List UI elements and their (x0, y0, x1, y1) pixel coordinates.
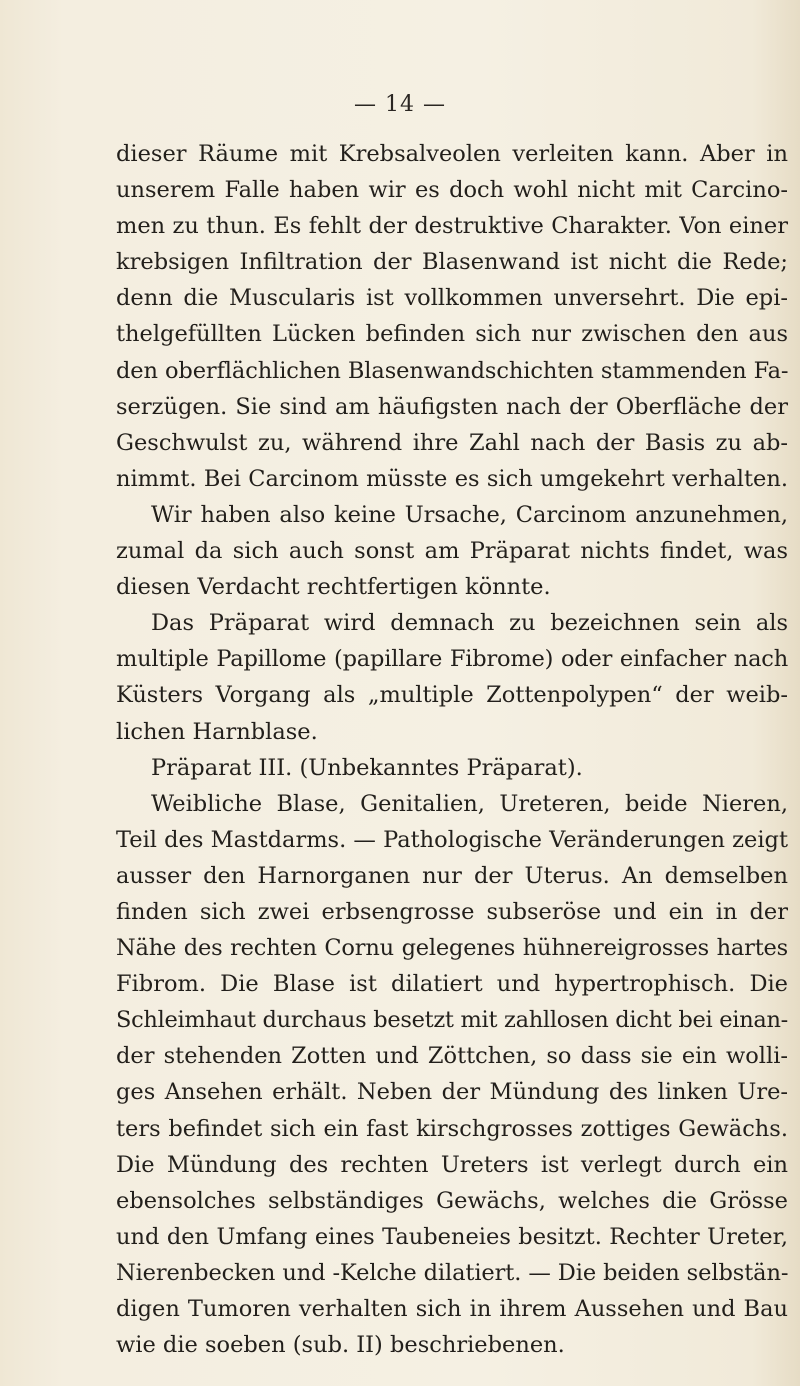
section-heading: Präparat III. (Unbekanntes Präparat). (151, 754, 583, 781)
text-line: Nähe des rechten Cornu gelegenes hühnereigrosses hartes (116, 935, 788, 962)
text-line: lichen Harnblase. (116, 718, 318, 745)
text-line: der stehenden Zotten und Zöttchen, so dass sie ein wolli- (116, 1043, 788, 1070)
text-line: krebsigen Infiltration der Blasenwand ist nicht die Rede; (116, 249, 788, 276)
text-line: wie die soeben (sub. II) beschriebenen. (116, 1332, 565, 1359)
text-line: und den Umfang eines Taubeneies besitzt. Rechter Ureter, (116, 1223, 788, 1250)
text-line: Nierenbecken und -Kelche dilatiert. — Die beiden selbstän- (116, 1259, 789, 1286)
text-line: dieser Räume mit Krebsalveolen verleiten kann. Aber in (116, 141, 788, 167)
text-line: digen Tumoren verhalten sich in ihrem Aussehen und Bau (116, 1296, 788, 1322)
text-line: ausser den Harnorganen nur der Uterus. An demselben (116, 862, 788, 889)
text-line: denn die Muscularis ist vollkommen unversehrt. Die epi- (116, 285, 788, 312)
text-line: Schleimhaut durchaus besetzt mit zahllosen dicht bei einan- (116, 1007, 788, 1034)
text-line: ebensolches selbständiges Gewächs, welches die Grösse (116, 1187, 788, 1214)
text-line: diesen Verdacht rechtfertigen könnte. (116, 574, 551, 601)
text-line: thelgefüllten Lücken befinden sich nur zwischen den aus (116, 321, 788, 348)
text-line: Weibliche Blase, Genitalien, Ureteren, beide Nieren, (151, 790, 788, 817)
text-line: ters befindet sich ein fast kirschgrosses zottiges Gewächs. (116, 1115, 788, 1142)
text-line: Das Präparat wird demnach zu bezeichnen sein als (151, 610, 788, 637)
text-line: den oberflächlichen Blasenwandschichten stammenden Fa- (116, 357, 789, 384)
body-text (116, 136, 788, 1363)
text-line: finden sich zwei erbsengrosse subseröse und ein in der (116, 898, 788, 925)
text-line: nimmt. Bei Carcinom müsste es sich umgekehrt verhalten. (116, 465, 788, 492)
text-line: Fibrom. Die Blase ist dilatiert und hypertrophisch. Die (116, 971, 788, 998)
text-line: unserem Falle haben wir es doch wohl nicht mit Carcino- (116, 177, 788, 204)
text-line: Küsters Vorgang als „multiple Zottenpolypen“ der weib- (116, 682, 788, 709)
text-line: Teil des Mastdarms. — Pathologische Veränderungen zeigt (116, 826, 788, 853)
text-line: Geschwulst zu, während ihre Zahl nach der Basis zu ab- (116, 429, 788, 456)
text-line: serzügen. Sie sind am häufigsten nach der Oberfläche der (116, 393, 788, 420)
page-number: — 14 — (354, 92, 446, 117)
text-line: zumal da sich auch sonst am Präparat nichts findet, was (116, 538, 788, 565)
text-line: Die Mündung des rechten Ureters ist verlegt durch ein (116, 1151, 788, 1178)
text-line: multiple Papillome (papillare Fibrome) oder einfacher nach (116, 646, 788, 673)
text-line: ges Ansehen erhält. Neben der Mündung des linken Ure- (116, 1079, 788, 1106)
text-line: men zu thun. Es fehlt der destruktive Charakter. Von einer (116, 213, 788, 240)
text-line: Wir haben also keine Ursache, Carcinom anzunehmen, (151, 501, 788, 528)
